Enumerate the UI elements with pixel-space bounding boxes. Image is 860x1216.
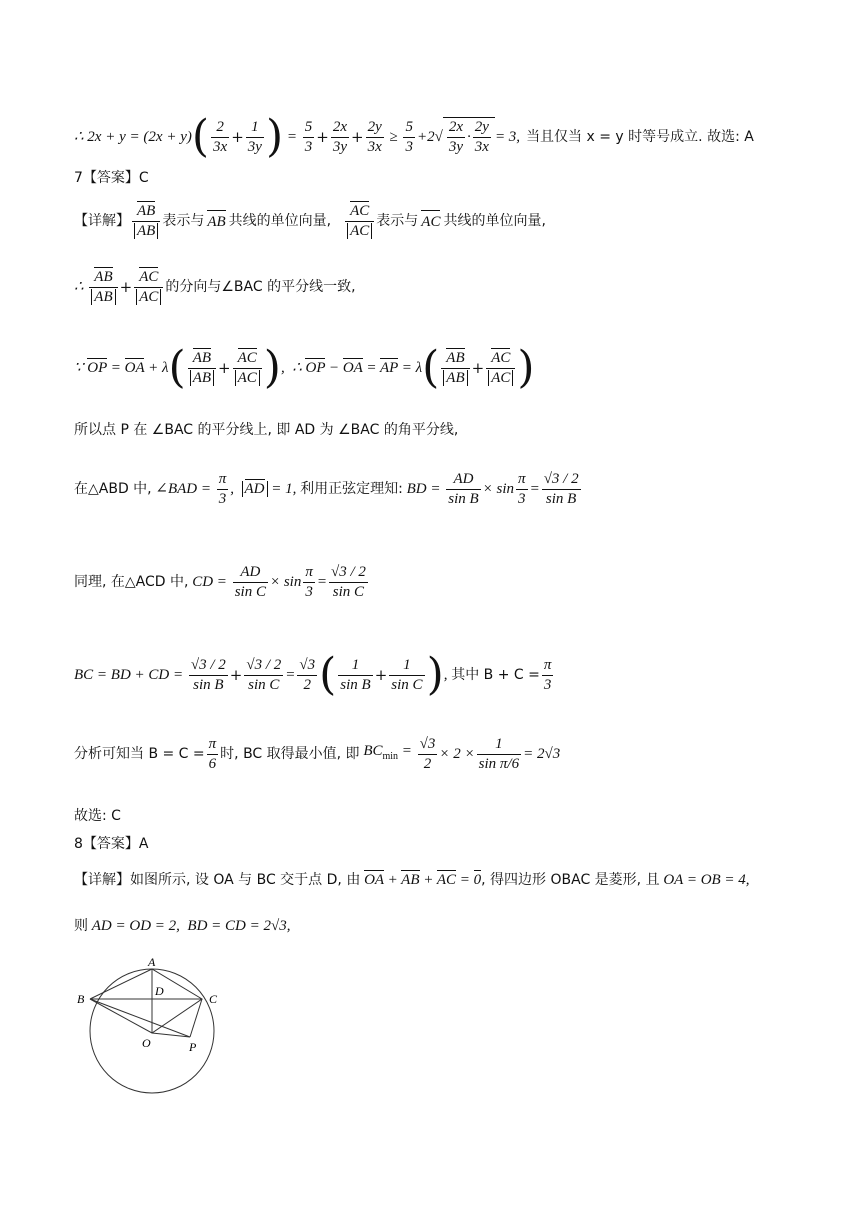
- label-P: P: [189, 1040, 197, 1054]
- q7-analysis: 分析可知当 B = C = $\frac{\pi}{6}$ 时, BC 取得最小值, 即 $BC_{min}$ = $\frac{√3}{2}$ × 2 × $\frac{1}{\text{sin π/6}}$ = 2√3: [74, 735, 561, 772]
- label-O: O: [142, 1036, 151, 1050]
- label-D: D: [155, 984, 164, 998]
- label-C: C: [209, 992, 218, 1006]
- q8-answer-header: 8【答案】A: [74, 836, 149, 852]
- q7-direction: ∴ $\frac{AB}{AB}$ + $\frac{AC}{AC}$ 的分向与∠BAC 的平分线一致,: [74, 268, 356, 305]
- q8-geometry-figure: [72, 955, 242, 1105]
- q8-detail-line2: 则 AD = OD = 2, BD = CD = 2√3,: [74, 918, 291, 934]
- q7-answer-header: 7【答案】C: [74, 170, 149, 186]
- am-gm-result: = 3,: [494, 129, 521, 145]
- am-gm-lhs: ∴ 2x + y = (2x + y): [74, 129, 192, 145]
- q7-bisector: 所以点 P 在 ∠BAC 的平分线上, 即 AD 为 ∠BAC 的角平分线,: [74, 422, 459, 438]
- label-B: B: [77, 992, 85, 1006]
- label-A: A: [148, 955, 156, 969]
- q8-detail-line1: 【详解】 如图所示, 设 OA 与 BC 交于点 D, 由 OA + AB + AC = 0 , 得四边形 OBAC 是菱形, 且 OA = OB = 4,: [74, 872, 750, 888]
- q7-triangle-abd: 在△ABD 中, ∠BAD = $\frac{\pi}{3}$ , AD = 1, 利用正弦定理知: BD = $\frac{AD}{\text{sin B}}$ × sin $\frac{\pi}{3}$ = $\frac{√3 / 2}{\text{sin B}}$: [74, 470, 579, 507]
- q7-triangle-acd: 同理, 在△ACD 中, CD = $\frac{AD}{\text{sin C}}$ × sin $\frac{\pi}{3}$ = $\frac{√3 / 2}{\text{sin C}}$: [74, 563, 366, 600]
- q7-choice: 故选: C: [74, 808, 121, 824]
- q7-op-equation: ∵ OP = OA + λ ( $\frac{AB}{AB}$ + $\frac{AC}{AC}$ ) , ∴ OP − OA = AP = λ ( $\frac{AB}{AB}$ + $\frac{AC}{AC}$ ): [74, 342, 535, 393]
- am-gm-conclusion: 当且仅当 x = y 时等号成立. 故选: A: [526, 129, 754, 145]
- line-am-gm: ∴ 2x + y = (2x + y) ( $\frac{2}{3x}$ + $\frac{1}{3y}$ ) = $\frac{5}{3}$ + $\frac{2x}{3y}$ + $\frac{2y}{3x}$ ≥ $\frac{5}{3}$ +2√ $\frac{2x}{3y}$ · $\frac{2y}{3x}$ = 3, 当且仅当 x = y 时等号成立. 故选: A: [74, 111, 754, 162]
- q7-bc-sum: BC = BD + CD = $\frac{√3 / 2}{\text{sin B}}$ + $\frac{√3 / 2}{\text{sin C}}$ = $\frac{√3}{2}$ ( $\frac{1}{\text{sin B}}$ + $\frac{1}{\text{sin C}}$ ) , 其中 B + C = $\frac{\pi}{3}$: [74, 649, 552, 700]
- q7-detail-label: 【详解】: [74, 213, 130, 229]
- q7-unit-vectors: 【详解】 $\frac{AB}{AB}$ 表示与 AB 共线的单位向量, $\frac{AC}{AC}$ 表示与 AC 共线的单位向量,: [74, 202, 546, 239]
